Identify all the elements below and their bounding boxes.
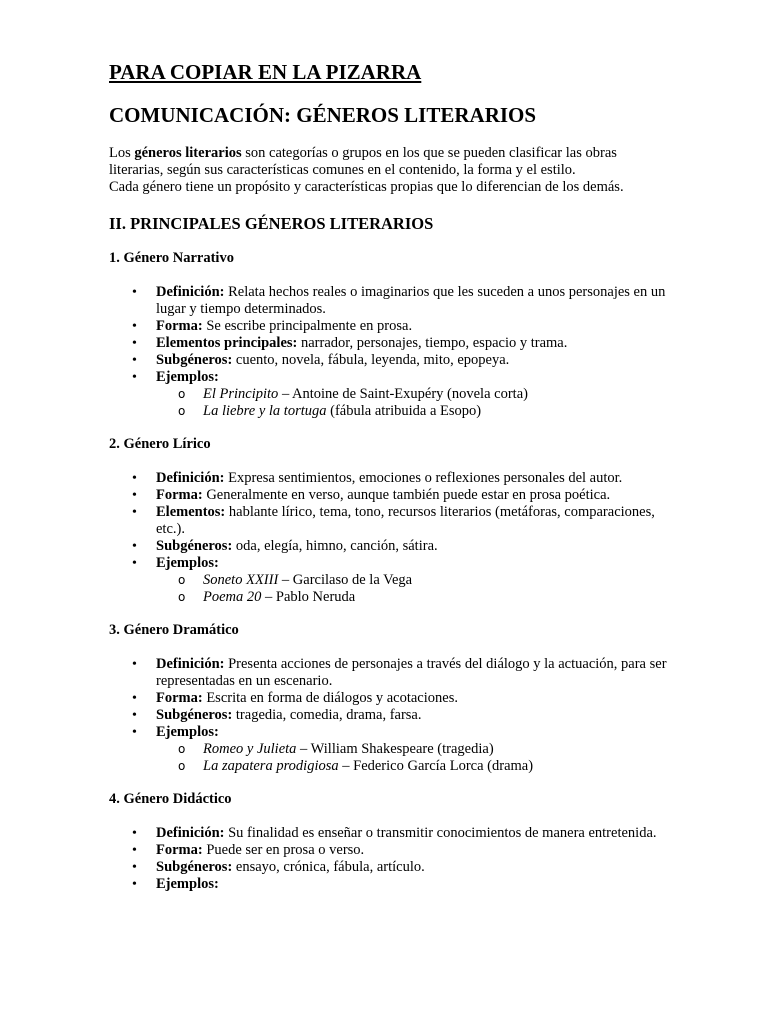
- example-author: – Pablo Neruda: [261, 589, 356, 605]
- example-title: Soneto XXIII: [203, 572, 279, 588]
- intro-line-2: Cada género tiene un propósito y características propias que lo diferencian de los demás.: [109, 179, 624, 195]
- genre-heading: 1. Género Narrativo: [109, 250, 234, 266]
- item-label: Subgéneros:: [156, 352, 233, 368]
- examples-list: [156, 386, 669, 420]
- circle-bullet-icon: o: [178, 742, 186, 756]
- bullet-icon: •: [132, 725, 137, 740]
- list-item: [109, 859, 669, 876]
- circle-bullet-icon: o: [178, 404, 186, 418]
- example-item: [156, 403, 669, 420]
- circle-bullet-icon: o: [178, 759, 186, 773]
- item-text: tragedia, comedia, drama, farsa.: [232, 707, 422, 723]
- item-label: Subgéneros:: [156, 859, 233, 875]
- item-label: Ejemplos:: [156, 876, 219, 892]
- item-label: Subgéneros:: [156, 707, 233, 723]
- bullet-icon: •: [132, 319, 137, 334]
- list-item: [109, 656, 669, 690]
- circle-bullet-icon: o: [178, 573, 186, 587]
- bullet-icon: •: [132, 708, 137, 723]
- item-text: Escrita en forma de diálogos y acotaciones.: [202, 690, 458, 706]
- circle-bullet-icon: o: [178, 387, 186, 401]
- genre-bullet-list: [109, 656, 669, 775]
- bullet-icon: •: [132, 285, 137, 300]
- example-title: El Principito: [203, 386, 279, 402]
- bullet-icon: •: [132, 877, 137, 892]
- intro-bold-term: géneros literarios: [134, 145, 242, 161]
- item-text: Se escribe principalmente en prosa.: [202, 318, 413, 334]
- intro-line-1: [109, 145, 669, 179]
- bullet-icon: •: [132, 860, 137, 875]
- item-label: Forma:: [156, 487, 203, 503]
- item-label: Forma:: [156, 842, 203, 858]
- item-label: Definición:: [156, 284, 225, 300]
- example-title: La liebre y la tortuga: [203, 403, 327, 419]
- item-label: Ejemplos:: [156, 369, 219, 385]
- example-author: – William Shakespeare (tragedia): [296, 741, 494, 757]
- bullet-icon: •: [132, 471, 137, 486]
- bullet-icon: •: [132, 657, 137, 672]
- example-item: [156, 741, 669, 758]
- bullet-icon: •: [132, 353, 137, 368]
- example-item: [156, 572, 669, 589]
- item-text: Expresa sentimientos, emociones o reflexiones personales del autor.: [224, 470, 623, 486]
- item-text: Puede ser en prosa o verso.: [202, 842, 365, 858]
- item-label: Forma:: [156, 690, 203, 706]
- list-item: [109, 470, 669, 487]
- example-author: – Federico García Lorca (drama): [338, 758, 534, 774]
- item-label: Definición:: [156, 825, 225, 841]
- list-item: [109, 876, 669, 893]
- item-label: Elementos principales:: [156, 335, 298, 351]
- list-item: [109, 318, 669, 335]
- document-title: PARA COPIAR EN LA PIZARRA: [109, 60, 422, 84]
- genre-bullet-list: [109, 825, 669, 893]
- item-text: narrador, personajes, tiempo, espacio y trama.: [297, 335, 568, 351]
- example-author: (fábula atribuida a Esopo): [326, 403, 482, 419]
- example-item: [156, 758, 669, 775]
- item-label: Forma:: [156, 318, 203, 334]
- list-item: [109, 504, 669, 538]
- bullet-icon: •: [132, 336, 137, 351]
- item-text: hablante lírico, tema, tono, recursos literarios (metáforas, comparaciones, etc.).: [156, 504, 655, 537]
- item-label: Ejemplos:: [156, 555, 219, 571]
- example-author: – Antoine de Saint-Exupéry (novela corta): [278, 386, 528, 402]
- examples-list: [156, 572, 669, 606]
- circle-bullet-icon: o: [178, 590, 186, 604]
- section-title: II. PRINCIPALES GÉNEROS LITERARIOS: [109, 214, 434, 233]
- item-text: Relata hechos reales o imaginarios que les suceden a unos personajes en un lugar y tiempo determinados.: [156, 284, 666, 317]
- example-item: [156, 386, 669, 403]
- example-title: Poema 20: [203, 589, 262, 605]
- bullet-icon: •: [132, 370, 137, 385]
- list-item: [109, 335, 669, 352]
- examples-list: [156, 741, 669, 775]
- item-text: oda, elegía, himno, canción, sátira.: [232, 538, 438, 554]
- list-item: [109, 690, 669, 707]
- list-item: [109, 707, 669, 724]
- bullet-icon: •: [132, 505, 137, 520]
- bullet-icon: •: [132, 556, 137, 571]
- intro-paragraph: [109, 145, 669, 196]
- item-text: Presenta acciones de personajes a través del diálogo y la actuación, para ser representadas en un escenario.: [156, 656, 667, 689]
- item-text: cuento, novela, fábula, leyenda, mito, epopeya.: [232, 352, 510, 368]
- list-item: [109, 369, 669, 420]
- bullet-icon: •: [132, 539, 137, 554]
- item-text: Generalmente en verso, aunque también puede estar en prosa poética.: [202, 487, 611, 503]
- document-subtitle: COMUNICACIÓN: GÉNEROS LITERARIOS: [109, 103, 537, 127]
- list-item: [109, 555, 669, 606]
- genre-bullet-list: [109, 284, 669, 420]
- item-label: Elementos:: [156, 504, 226, 520]
- item-label: Ejemplos:: [156, 724, 219, 740]
- bullet-icon: •: [132, 843, 137, 858]
- intro-pre: Los: [109, 145, 135, 161]
- genres-list: [109, 250, 669, 893]
- bullet-icon: •: [132, 826, 137, 841]
- genre-heading: 4. Género Didáctico: [109, 791, 232, 807]
- genre-heading: 3. Género Dramático: [109, 622, 239, 638]
- intro-post: son categorías o grupos en los que se pueden clasificar las obras literarias, según sus características comunes en el contenido, la forma y el estilo.: [109, 145, 617, 178]
- item-label: Definición:: [156, 470, 225, 486]
- example-item: [156, 589, 669, 606]
- genre-heading: 2. Género Lírico: [109, 436, 211, 452]
- item-label: Subgéneros:: [156, 538, 233, 554]
- list-item: [109, 284, 669, 318]
- item-label: Definición:: [156, 656, 225, 672]
- list-item: [109, 352, 669, 369]
- item-text: Su finalidad es enseñar o transmitir conocimientos de manera entretenida.: [224, 825, 657, 841]
- item-text: ensayo, crónica, fábula, artículo.: [232, 859, 425, 875]
- list-item: [109, 538, 669, 555]
- example-title: La zapatera prodigiosa: [203, 758, 339, 774]
- example-author: – Garcilaso de la Vega: [278, 572, 413, 588]
- example-title: Romeo y Julieta: [203, 741, 297, 757]
- document-page: [109, 58, 669, 893]
- list-item: [109, 487, 669, 504]
- list-item: [109, 825, 669, 842]
- bullet-icon: •: [132, 488, 137, 503]
- list-item: [109, 842, 669, 859]
- bullet-icon: •: [132, 691, 137, 706]
- list-item: [109, 724, 669, 775]
- genre-bullet-list: [109, 470, 669, 606]
